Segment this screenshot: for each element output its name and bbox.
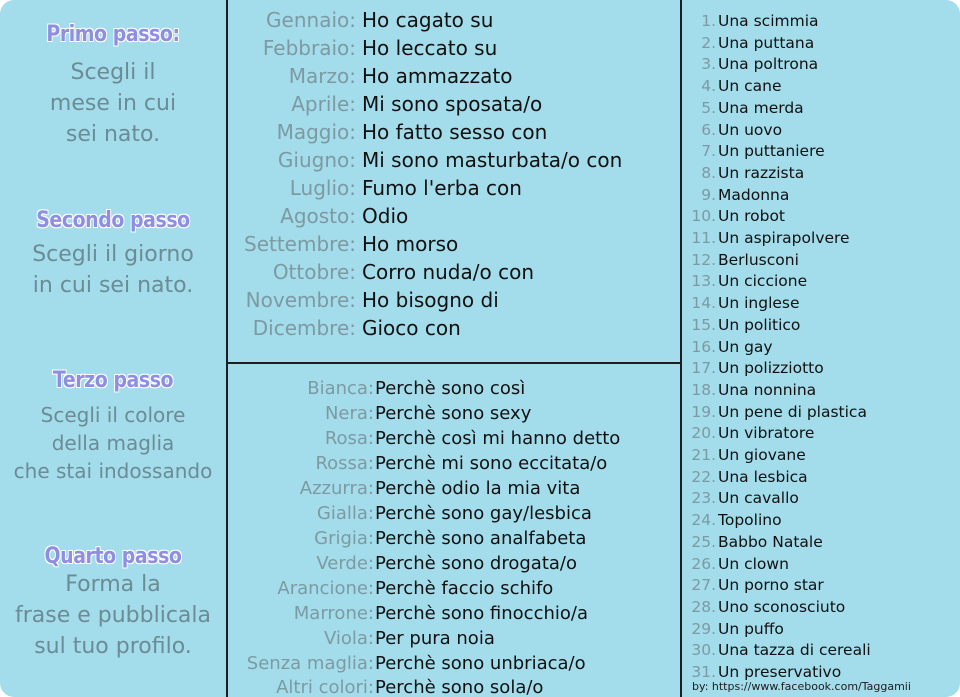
day-value: Una nonnina (718, 380, 817, 399)
day-row (684, 162, 954, 184)
step-text (0, 57, 226, 150)
color-label: Arancione: (277, 578, 374, 599)
day-row (684, 10, 954, 32)
color-label: Senza maglia: (246, 653, 374, 674)
day-row (684, 53, 954, 75)
step-text (0, 239, 226, 301)
day-number: 22. (691, 467, 716, 486)
step-2 (0, 208, 226, 301)
color-value: Perchè odio la mia vita (375, 478, 581, 499)
day-number: 11. (691, 229, 716, 247)
month-label: Aprile: (291, 92, 356, 116)
day-number: 7. (701, 142, 716, 161)
month-label: Giugno: (277, 148, 356, 172)
month-label: Novembre: (245, 288, 356, 312)
month-label: Agosto: (280, 204, 356, 228)
day-number: 16. (691, 337, 716, 356)
step-line: Scegli il colore (40, 403, 186, 427)
step-line: della maglia (51, 431, 175, 455)
day-number: 25. (691, 532, 716, 551)
color-row (228, 651, 678, 676)
color-label: Altri colori: (276, 677, 374, 697)
day-number: 24. (691, 511, 716, 530)
month-label: Ottobre: (272, 260, 356, 284)
day-row (684, 444, 954, 466)
day-number: 4. (701, 77, 716, 96)
day-number: 26. (691, 554, 716, 573)
color-label: Rosa: (324, 428, 374, 449)
month-row (228, 90, 678, 118)
day-row (684, 531, 954, 553)
day-value: Un ciccione (718, 272, 808, 291)
day-number: 13. (691, 272, 716, 291)
day-number: 5. (701, 98, 716, 117)
day-row (684, 292, 954, 314)
step-title: Primo passo: (46, 22, 180, 47)
day-number: 1. (701, 12, 716, 30)
color-value: Perchè sono sola/o (375, 677, 544, 697)
day-value: Un cane (718, 77, 782, 96)
step-line: Scegli il (70, 60, 156, 85)
color-label: Nera: (324, 403, 374, 424)
day-row (684, 227, 954, 249)
month-row (228, 286, 678, 314)
day-number: 21. (691, 446, 716, 464)
color-row (228, 576, 678, 601)
color-row (228, 551, 678, 576)
day-number: 17. (691, 359, 716, 378)
month-label: Maggio: (276, 120, 356, 144)
day-row (684, 466, 954, 488)
day-value: Una poltrona (718, 55, 819, 74)
step-line: Scegli il giorno (32, 242, 194, 267)
month-row (228, 258, 678, 286)
color-value: Perchè mi sono eccitata/o (375, 453, 608, 474)
day-value: Un puttaniere (718, 142, 825, 161)
color-row (228, 601, 678, 626)
step-title: Quarto passo (44, 544, 182, 569)
month-value: Ho ammazzato (362, 64, 513, 88)
day-value: Una lesbica (718, 467, 808, 486)
day-number: 12. (691, 250, 716, 269)
color-row (228, 376, 678, 401)
color-label: Grigia: (314, 528, 374, 549)
day-number: 3. (701, 55, 716, 74)
day-row (684, 32, 954, 54)
day-value: Un aspirapolvere (718, 229, 850, 247)
month-value: Corro nuda/o con (362, 260, 534, 284)
day-number: 20. (691, 424, 716, 443)
color-row (228, 626, 678, 651)
day-row (684, 249, 954, 271)
color-value: Per pura noia (375, 628, 495, 649)
day-value: Una scimmia (718, 12, 819, 30)
day-row (684, 509, 954, 531)
day-number: 19. (691, 402, 716, 421)
color-label: Azzurra: (299, 478, 374, 499)
month-value: Fumo l'erba con (362, 176, 522, 200)
day-value: Un inglese (718, 294, 800, 313)
color-row (228, 526, 678, 551)
day-row (684, 596, 954, 618)
day-value: Un razzista (718, 163, 805, 182)
month-value: Ho bisogno di (362, 288, 499, 312)
day-row (684, 75, 954, 97)
color-value: Perchè sono drogata/o (375, 553, 577, 574)
month-label: Marzo: (288, 64, 356, 88)
day-row (684, 140, 954, 162)
day-row (684, 553, 954, 575)
day-value: Un clown (718, 554, 789, 573)
day-value: Un politico (718, 315, 801, 334)
day-number: 27. (691, 576, 716, 595)
step-4 (0, 544, 226, 662)
day-row (684, 119, 954, 141)
day-row (684, 618, 954, 640)
day-row (684, 270, 954, 292)
day-value: Una puttana (718, 33, 815, 52)
day-number: 10. (691, 207, 716, 226)
color-row (228, 401, 678, 426)
day-value: Un uovo (718, 120, 783, 139)
day-value: Topolino (718, 511, 782, 530)
month-row (228, 62, 678, 90)
color-label: Rossa: (315, 453, 374, 474)
color-row (228, 501, 678, 526)
day-value: Madonna (718, 185, 790, 204)
day-number: 14. (691, 294, 716, 313)
month-value: Mi sono masturbata/o con (362, 148, 623, 172)
day-value: Un gay (718, 337, 773, 356)
day-row (684, 639, 954, 661)
month-label: Settembre: (244, 232, 356, 256)
step-3 (0, 368, 226, 485)
month-value: Odio (362, 204, 409, 228)
day-row (684, 314, 954, 336)
step-line: frase e pubblicala (14, 603, 212, 628)
month-row (228, 174, 678, 202)
day-value: Un robot (718, 207, 786, 226)
day-row (684, 379, 954, 401)
day-value: Una tazza di cereali (718, 641, 871, 660)
month-value: Ho morso (362, 232, 459, 256)
month-row (228, 6, 678, 34)
color-value: Perchè sono finocchio/a (375, 603, 588, 624)
month-label: Gennaio: (266, 8, 356, 32)
day-row (684, 205, 954, 227)
month-value: Mi sono sposata/o (362, 92, 543, 116)
month-value: Ho leccato su (362, 36, 498, 60)
day-number: 15. (691, 315, 716, 334)
color-label: Verde: (316, 553, 374, 574)
day-value: Un preservativo (718, 663, 842, 681)
day-row (684, 184, 954, 206)
color-value: Perchè sono gay/lesbica (375, 503, 592, 524)
step-line: che stai indossando (13, 459, 213, 483)
color-row (228, 426, 678, 451)
month-row (228, 146, 678, 174)
divider-right (680, 0, 682, 697)
day-row (684, 357, 954, 379)
day-number: 30. (691, 641, 716, 660)
color-label: Bianca: (307, 378, 374, 399)
day-value: Un vibratore (718, 424, 815, 443)
day-row (684, 487, 954, 509)
color-label: Viola: (323, 628, 374, 649)
step-line: sul tuo profilo. (34, 634, 192, 659)
color-row (228, 675, 678, 697)
day-number: 9. (701, 185, 716, 204)
day-value: Un giovane (718, 446, 806, 464)
step-line: Forma la (65, 572, 161, 597)
color-value: Perchè sono sexy (375, 403, 532, 424)
day-number: 28. (691, 597, 716, 616)
day-value: Un pene di plastica (718, 402, 867, 421)
step-1 (0, 22, 226, 150)
day-value: Berlusconi (718, 250, 799, 269)
month-row (228, 202, 678, 230)
day-row (684, 336, 954, 358)
day-value: Uno sconosciuto (718, 597, 846, 616)
day-number: 6. (701, 120, 716, 139)
month-value: Ho fatto sesso con (362, 120, 548, 144)
month-row (228, 118, 678, 146)
month-value: Gioco con (362, 316, 461, 340)
month-row (228, 314, 678, 342)
step-line: mese in cui (49, 91, 177, 116)
day-row (684, 401, 954, 423)
month-row (228, 34, 678, 62)
step-line: sei nato. (65, 122, 161, 147)
step-title: Secondo passo (36, 208, 190, 233)
day-row (684, 422, 954, 444)
day-number: 23. (691, 489, 716, 508)
color-row (228, 476, 678, 501)
month-label: Febbraio: (262, 36, 356, 60)
credit-text: by: https://www.facebook.com/Taggamii (692, 680, 911, 693)
day-number: 18. (691, 380, 716, 399)
day-value: Una merda (718, 98, 804, 117)
day-value: Un porno star (718, 576, 824, 595)
color-row (228, 451, 678, 476)
color-label: Marrone: (293, 603, 374, 624)
month-label: Luglio: (289, 176, 356, 200)
day-value: Un puffo (718, 619, 784, 638)
divider-middle (226, 362, 682, 364)
step-text (0, 569, 226, 662)
day-number: 31. (691, 663, 716, 681)
day-number: 2. (701, 33, 716, 52)
month-label: Dicembre: (252, 316, 356, 340)
color-value: Perchè sono così (375, 378, 526, 399)
step-text (0, 401, 226, 485)
step-line: in cui sei nato. (32, 273, 194, 298)
color-value: Perchè così mi hanno detto (375, 428, 621, 449)
color-value: Perchè faccio schifo (375, 578, 554, 599)
day-number: 8. (701, 163, 716, 182)
color-label: Gialla: (316, 503, 374, 524)
color-value: Perchè sono analfabeta (375, 528, 587, 549)
day-value: Babbo Natale (718, 532, 823, 551)
month-row (228, 230, 678, 258)
color-value: Perchè sono unbriaca/o (375, 653, 586, 674)
step-title: Terzo passo (52, 368, 174, 393)
day-number: 29. (691, 619, 716, 638)
month-value: Ho cagato su (362, 8, 494, 32)
day-value: Un cavallo (718, 489, 799, 508)
day-row (684, 574, 954, 596)
day-row (684, 97, 954, 119)
day-value: Un polizziotto (718, 359, 824, 378)
